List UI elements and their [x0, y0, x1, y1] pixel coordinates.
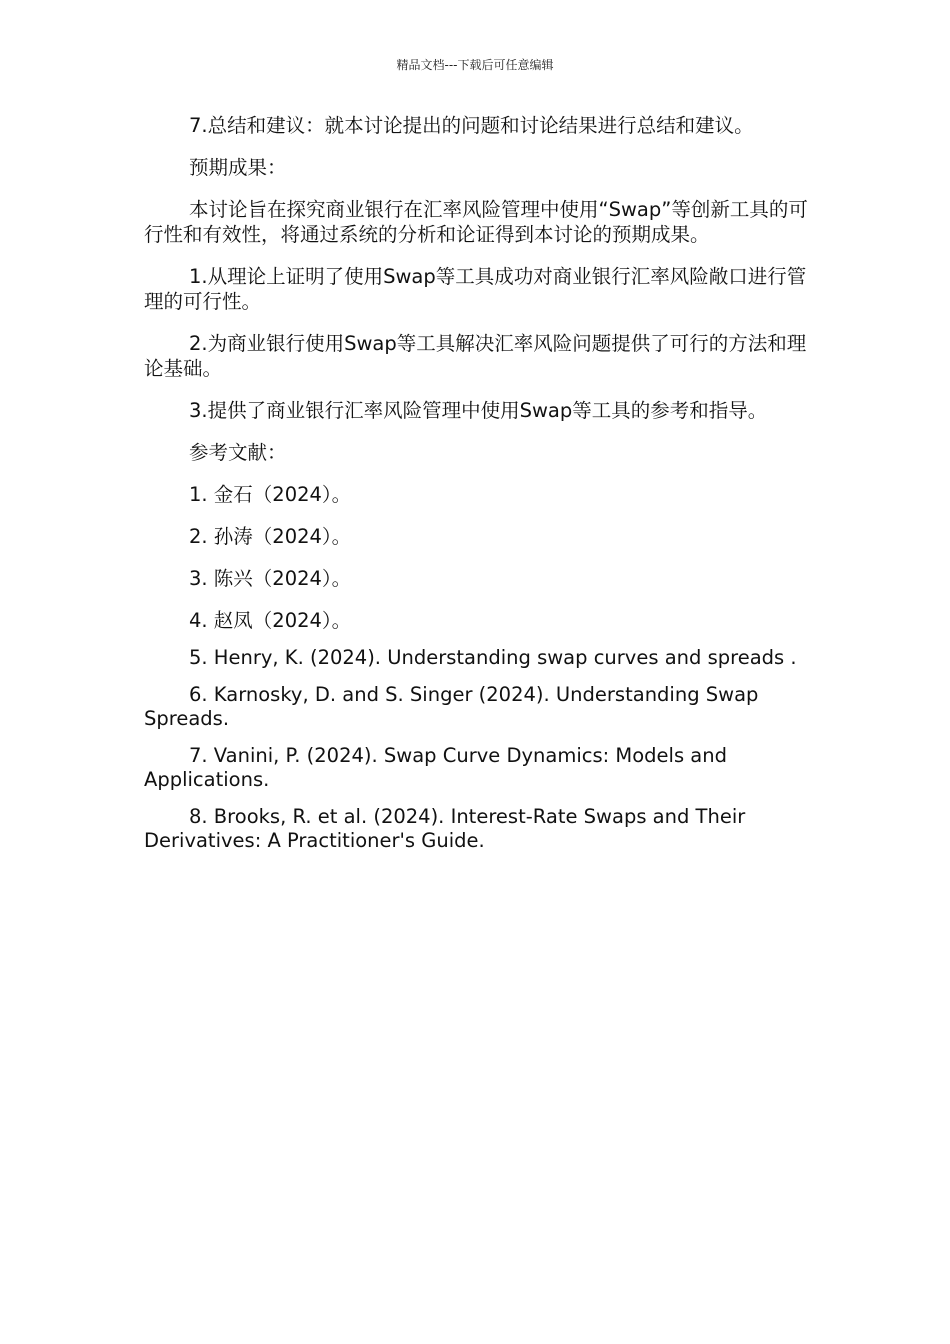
expected-results-intro: 本讨论旨在探究商业银行在汇率风险管理中使用“Swap”等创新工具的可行性和有效性，将通过系统的分析和论证得到本讨论的预期成果。 [144, 198, 808, 246]
document-body [144, 113, 809, 866]
reference-item: 4. 赵凤（2024）。 [189, 609, 352, 632]
outcome-item: 2.为商业银行使用Swap等工具解决汇率风险问题提供了可行的方法和理论基础。 [144, 332, 807, 380]
page-header: 精品文档---下载后可任意编辑 [396, 58, 554, 72]
outcome-item: 1.从理论上证明了使用Swap等工具成功对商业银行汇率风险敞口进行管理的可行性。 [144, 265, 807, 313]
reference-item: 1. 金石（2024）。 [189, 483, 352, 506]
references-heading: 参考文献： [189, 441, 287, 464]
reference-item: 3. 陈兴（2024）。 [189, 567, 352, 590]
reference-item: 2. 孙涛（2024）。 [189, 525, 352, 548]
outcome-item: 3.提供了商业银行汇率风险管理中使用Swap等工具的参考和指导。 [189, 399, 768, 422]
expected-results-heading: 预期成果： [189, 156, 287, 179]
reference-item: 7. Vanini, P. (2024). Swap Curve Dynamics: Models and Applications. [144, 744, 727, 791]
reference-item: 5. Henry, K. (2024). Understanding swap curves and spreads . [189, 646, 797, 669]
reference-item: 6. Karnosky, D. and S. Singer (2024). Understanding Swap Spreads. [144, 683, 759, 730]
reference-item: 8. Brooks, R. et al. (2024). Interest-Rate Swaps and Their Derivatives: A Practitioner's Guide. [144, 805, 746, 852]
section-7-summary: 7.总结和建议：就本讨论提出的问题和讨论结果进行总结和建议。 [189, 114, 754, 137]
